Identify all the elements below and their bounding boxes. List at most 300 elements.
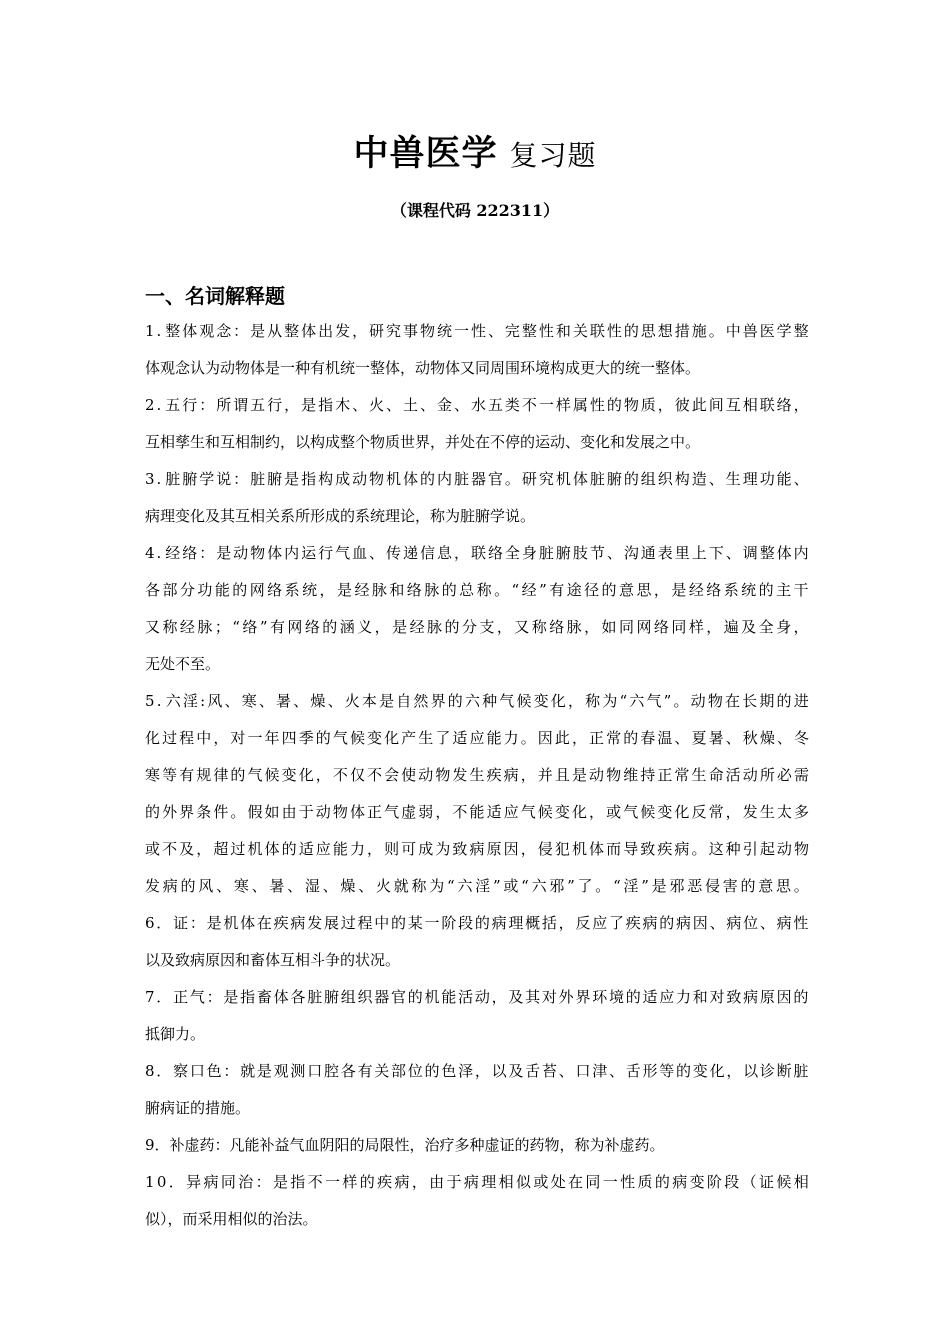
text-char: 间: [708, 396, 724, 414]
text-char: 的: [758, 581, 774, 599]
text-char: 络: [267, 581, 283, 599]
text-char: 件: [213, 803, 229, 821]
text-char: 多: [793, 803, 809, 821]
text-char: ，: [284, 396, 300, 414]
text-char: 医: [759, 322, 775, 340]
text-char: ，: [411, 1173, 427, 1191]
text-line: [145, 794, 809, 831]
text-char: 湿: [304, 877, 320, 895]
course-code: （课程代码 222311）: [390, 201, 560, 220]
text-char: 所: [759, 766, 775, 784]
text-char: 从: [267, 322, 283, 340]
text-char: 力: [349, 840, 365, 858]
text-char: 样: [688, 618, 704, 636]
text-char: ，: [558, 914, 574, 932]
text-char: 体: [240, 914, 256, 932]
text-char: 动: [776, 840, 792, 858]
text-char: 可: [401, 840, 417, 858]
text-char: 性: [470, 322, 486, 340]
text-char: 产: [401, 729, 417, 747]
text-char: 反: [575, 914, 591, 932]
text-char: 持: [640, 766, 656, 784]
text-char: 行: [318, 544, 334, 562]
text-char: 身: [776, 618, 792, 636]
text-char: ，: [520, 766, 536, 784]
text-char: 化: [298, 766, 314, 784]
text-char: 互: [725, 396, 741, 414]
text-char: 观: [273, 1062, 289, 1080]
text-char: 、: [709, 914, 725, 932]
text-char: 火: [344, 692, 360, 710]
text-char: 为: [602, 692, 618, 710]
text-char: 五: [250, 396, 266, 414]
text-char: 措: [674, 322, 690, 340]
text-char: 对: [230, 729, 246, 747]
text-char: 性: [606, 322, 622, 340]
text-char: 0: [156, 1173, 167, 1191]
text-char: ，: [352, 322, 368, 340]
text-char: 证: [759, 1173, 775, 1191]
text-char: 脏: [793, 1062, 809, 1080]
text-char: 寒: [145, 766, 161, 784]
text-char: 的: [145, 803, 161, 821]
text-char: 事: [403, 322, 419, 340]
text-char: 处: [550, 1173, 566, 1191]
text-char: 3: [145, 470, 155, 488]
text-char: 行: [182, 396, 198, 414]
text-char: 整: [165, 322, 181, 340]
text-char: 生: [691, 766, 707, 784]
text-char: ，: [725, 803, 741, 821]
text-char: 了: [577, 877, 593, 895]
text-char: 的: [776, 692, 792, 710]
text-char: 脏: [250, 470, 266, 488]
text-char: ：: [223, 1062, 239, 1080]
text-char: 的: [359, 1173, 375, 1191]
text-char: 不: [367, 766, 383, 784]
text-char: 、: [224, 692, 240, 710]
text-char: 。: [793, 877, 809, 895]
text-char: 和: [692, 988, 708, 1006]
text-char: 器: [470, 470, 486, 488]
text-char: 机: [424, 988, 440, 1006]
text-char: 相: [498, 1173, 514, 1191]
text-char: 联: [470, 544, 486, 562]
text-char: 、: [420, 396, 436, 414]
text-char: 段: [724, 1173, 740, 1191]
text-char: 脏: [165, 470, 181, 488]
text-char: 病: [290, 914, 306, 932]
text-char: 一: [538, 396, 554, 414]
text-char: 化: [384, 729, 400, 747]
text-char: 口: [307, 1062, 323, 1080]
text-char: 适: [486, 803, 502, 821]
text-char: 展: [323, 914, 339, 932]
text-char: 一: [602, 1173, 618, 1191]
text-char: 同: [619, 618, 635, 636]
text-char: 一: [453, 322, 469, 340]
text-char: 夏: [691, 729, 707, 747]
text-char: 气: [189, 988, 205, 1006]
text-char: .: [156, 544, 162, 562]
text-char: 研: [521, 470, 537, 488]
text-char: 气: [499, 692, 515, 710]
section-heading: 一、名词解释题: [145, 284, 285, 308]
text-char: 思: [640, 322, 656, 340]
text-char: 畜: [256, 988, 272, 1006]
text-char: 体: [182, 322, 198, 340]
text-char: 分: [461, 618, 477, 636]
text-char: 络: [487, 544, 503, 562]
text-char: 疾: [377, 1173, 393, 1191]
text-char: 病: [203, 1173, 219, 1191]
text-char: 不: [307, 1173, 323, 1191]
text-char: 组: [340, 988, 356, 1006]
text-char: 四: [281, 729, 297, 747]
text-char: .: [156, 470, 162, 488]
text-char: 2: [145, 396, 155, 414]
text-line: [145, 535, 809, 572]
text-char: 对: [709, 988, 725, 1006]
text-char: 、: [327, 692, 343, 710]
text-char: 是: [336, 581, 352, 599]
text-char: 六: [629, 692, 645, 710]
text-char: 相: [742, 396, 758, 414]
text-char: 生: [759, 803, 775, 821]
text-char: 性: [589, 396, 605, 414]
text-char: ，: [213, 729, 229, 747]
text-char: 侵: [537, 840, 553, 858]
text-char: ：: [255, 1173, 271, 1191]
text-char: 应: [503, 803, 519, 821]
text-char: 致: [726, 988, 742, 1006]
text-char: 段: [458, 914, 474, 932]
text-char: 、: [358, 877, 374, 895]
text-char: 络: [776, 396, 792, 414]
text-char: 病: [743, 988, 759, 1006]
text-char: 了: [435, 729, 451, 747]
text-char: 或: [145, 840, 161, 858]
text-char: 干: [793, 581, 809, 599]
text-char: 候: [264, 766, 280, 784]
text-char: 。: [504, 470, 520, 488]
text-char: 某: [407, 914, 423, 932]
text-char: 表: [657, 544, 673, 562]
text-char: 津: [592, 1062, 608, 1080]
text-char: 治: [238, 1173, 254, 1191]
text-char: 经: [688, 581, 704, 599]
text-char: 、: [386, 396, 402, 414]
text-char: 风: [198, 877, 214, 895]
text-char: 关: [572, 322, 588, 340]
text-char: “: [232, 618, 240, 636]
text-char: 候: [776, 1173, 792, 1191]
text-char: 有: [549, 581, 565, 599]
text-char: 物: [332, 803, 348, 821]
text-char: 使: [401, 766, 417, 784]
text-char: 疾: [657, 840, 673, 858]
text-char: 六: [457, 877, 473, 895]
text-char: 物: [623, 396, 639, 414]
text-char: 络: [549, 618, 565, 636]
text-char: 。: [520, 729, 536, 747]
text-char: 念: [216, 322, 232, 340]
text-char: 邪: [669, 877, 685, 895]
text-char: 此: [554, 729, 570, 747]
text-char: 经: [179, 618, 195, 636]
text-char: 能: [469, 803, 485, 821]
text-char: 。: [708, 322, 724, 340]
text-char: 联: [759, 396, 775, 414]
text-char: 界: [179, 803, 195, 821]
text-char: 仅: [349, 766, 365, 784]
text-char: ，: [496, 618, 512, 636]
text-char: 阶: [441, 914, 457, 932]
text-char: 性: [538, 322, 554, 340]
text-char: 指: [318, 396, 334, 414]
text-char: 部: [391, 1062, 407, 1080]
text-char: 理: [481, 1173, 497, 1191]
text-char: 病: [676, 914, 692, 932]
text-char: 发: [307, 914, 323, 932]
text-char: 本: [361, 692, 377, 710]
text-char: 的: [230, 766, 246, 784]
text-char: 意: [619, 581, 635, 599]
text-char: 体: [301, 322, 317, 340]
text-char: 的: [180, 877, 196, 895]
text-char: 能: [486, 729, 502, 747]
text-char: 有: [179, 766, 195, 784]
text-char: 指: [290, 1173, 306, 1191]
text-char: 腔: [323, 1062, 339, 1080]
text-char: 8: [145, 1062, 155, 1080]
text-char: ，: [657, 396, 673, 414]
text-char: 候: [516, 692, 532, 710]
text-char: ”: [663, 692, 672, 710]
text-char: 称: [411, 877, 427, 895]
text-char: 候: [640, 803, 656, 821]
text-char: 统: [436, 322, 452, 340]
text-char: 维: [623, 766, 639, 784]
text-char: 义: [357, 618, 373, 636]
text-line: [145, 461, 809, 498]
text-char: 的: [654, 1173, 670, 1191]
text-char: 身: [521, 544, 537, 562]
text-char: 是: [379, 692, 395, 710]
text-char: ．: [156, 988, 172, 1006]
text-char: 化: [571, 803, 587, 821]
text-char: 脏: [538, 544, 554, 562]
text-char: ，: [453, 544, 469, 562]
text-char: 完: [504, 322, 520, 340]
text-char: 性: [620, 1173, 636, 1191]
text-char: 部: [162, 581, 178, 599]
text-char: 就: [240, 1062, 256, 1080]
text-char: 机: [555, 470, 571, 488]
text-char: 暑: [708, 729, 724, 747]
text-char: 的: [623, 322, 639, 340]
text-char: 适: [452, 729, 468, 747]
text-char: 进: [793, 692, 809, 710]
text-char: 脉: [424, 581, 440, 599]
text-char: 称: [585, 692, 601, 710]
text-char: 意: [758, 877, 774, 895]
text-char: 脏: [307, 988, 323, 1006]
text-line: [145, 1053, 809, 1090]
text-char: 腑: [606, 470, 622, 488]
text-char: 、: [216, 877, 232, 895]
text-char: 就: [393, 877, 409, 895]
text-char: 、: [725, 544, 741, 562]
text-char: 体: [589, 840, 605, 858]
text-char: 、: [759, 914, 775, 932]
text-char: 的: [659, 914, 675, 932]
text-char: （: [741, 1173, 757, 1191]
text-char: ，: [584, 618, 600, 636]
text-char: 腑: [267, 470, 283, 488]
text-char: 的: [444, 618, 460, 636]
text-char: 燥: [340, 877, 356, 895]
text-char: 病: [491, 914, 507, 932]
text-char: 因: [537, 729, 553, 747]
text-char: 力: [676, 988, 692, 1006]
text-char: ”: [567, 877, 575, 895]
text-char: ，: [367, 840, 383, 858]
text-char: 络: [706, 581, 722, 599]
text-char: 条: [196, 803, 212, 821]
text-char: 的: [623, 729, 639, 747]
text-char: 成: [418, 840, 434, 858]
text-char: 风: [207, 692, 223, 710]
text-char: 变: [689, 1173, 705, 1191]
text-char: 物: [420, 322, 436, 340]
text-char: 六: [531, 877, 547, 895]
text-char: 是: [392, 618, 408, 636]
text-char: 及: [741, 618, 757, 636]
text-char: 质: [637, 1173, 653, 1191]
text-char: 为: [435, 840, 451, 858]
text-char: 的: [793, 988, 809, 1006]
text-char: 异: [186, 1173, 202, 1191]
text-char: 、: [487, 322, 503, 340]
text-char: 冬: [793, 729, 809, 747]
text-char: 腑: [323, 988, 339, 1006]
text-char: 年: [264, 729, 280, 747]
text-char: 遍: [723, 618, 739, 636]
text-line: [145, 720, 809, 757]
text-char: 质: [640, 396, 656, 414]
text-line: 9．补虚药：凡能补益气血阴阳的局限性，治疗多种虚证的药物，称为补虚药。: [145, 1136, 665, 1154]
text-char: 色: [206, 1062, 222, 1080]
text-char: 上: [691, 544, 707, 562]
text-char: 苔: [541, 1062, 557, 1080]
text-char: 或: [606, 803, 622, 821]
text-char: 常: [674, 766, 690, 784]
text-char: 是: [301, 396, 317, 414]
text-char: ，: [793, 618, 809, 636]
text-char: 活: [458, 988, 474, 1006]
text-char: 疾: [625, 914, 641, 932]
text-char: 泽: [458, 1062, 474, 1080]
text-char: 节: [589, 544, 605, 562]
text-char: 传: [386, 544, 402, 562]
text-char: 、: [558, 1062, 574, 1080]
text-char: 规: [196, 766, 212, 784]
text-char: 病: [672, 1173, 688, 1191]
text-char: ，: [706, 618, 722, 636]
text-char: 机: [223, 914, 239, 932]
text-char: 木: [335, 396, 351, 414]
text-line: 体观念认为动物体是一种有机统一整体，动物体又同周围环境构成更大的统一整体。: [145, 359, 701, 377]
text-char: 气: [332, 729, 348, 747]
text-char: 、: [453, 396, 469, 414]
text-char: 功: [197, 581, 213, 599]
text-char: 或: [503, 877, 519, 895]
text-line: 互相孳生和互相制约，以构成整个物质世界，并处在不停的运动、变化和发展之中。: [145, 433, 701, 451]
text-char: 一: [247, 729, 263, 747]
text-char: ，: [589, 803, 605, 821]
text-char: 会: [384, 766, 400, 784]
text-char: 下: [708, 544, 724, 562]
text-char: 的: [391, 914, 407, 932]
text-char: 腑: [555, 544, 571, 562]
text-char: 土: [403, 396, 419, 414]
title-main: 中兽医学: [353, 134, 498, 174]
text-char: 原: [486, 840, 502, 858]
text-char: 有: [269, 618, 285, 636]
text-char: 正: [657, 766, 673, 784]
text-char: 的: [441, 581, 457, 599]
text-char: 不: [162, 840, 178, 858]
text-char: 体: [572, 470, 588, 488]
text-char: 络: [406, 581, 422, 599]
text-char: 究: [386, 322, 402, 340]
text-char: 脉: [197, 618, 213, 636]
text-char: 境: [608, 988, 624, 1006]
text-char: 内: [436, 470, 452, 488]
text-char: 变: [657, 803, 673, 821]
text-line: [145, 387, 809, 424]
text-char: 、: [793, 470, 809, 488]
text-char: ，: [793, 396, 809, 414]
text-char: 是: [284, 470, 300, 488]
text-char: ．: [168, 1173, 184, 1191]
text-char: 应: [592, 914, 608, 932]
text-char: 在: [256, 914, 272, 932]
text-char: 种: [725, 840, 741, 858]
text-char: 然: [413, 692, 429, 710]
text-char: 能: [332, 840, 348, 858]
text-char: 气: [520, 803, 536, 821]
text-char: ，: [196, 840, 212, 858]
text-char: 体: [776, 544, 792, 562]
text-char: ：: [206, 988, 222, 1006]
text-char: 的: [281, 840, 297, 858]
text-char: 长: [742, 692, 758, 710]
text-char: 此: [691, 396, 707, 414]
text-char: 脉: [566, 618, 582, 636]
text-char: 等: [659, 1062, 675, 1080]
text-char: 指: [301, 470, 317, 488]
text-char: 阶: [706, 1173, 722, 1191]
text-char: 生: [725, 470, 741, 488]
text-char: 、: [251, 877, 267, 895]
text-char: 应: [315, 840, 331, 858]
text-char: 而: [606, 840, 622, 858]
text-char: 1: [145, 322, 155, 340]
text-char: 是: [256, 1062, 272, 1080]
text-char: 统: [302, 581, 318, 599]
